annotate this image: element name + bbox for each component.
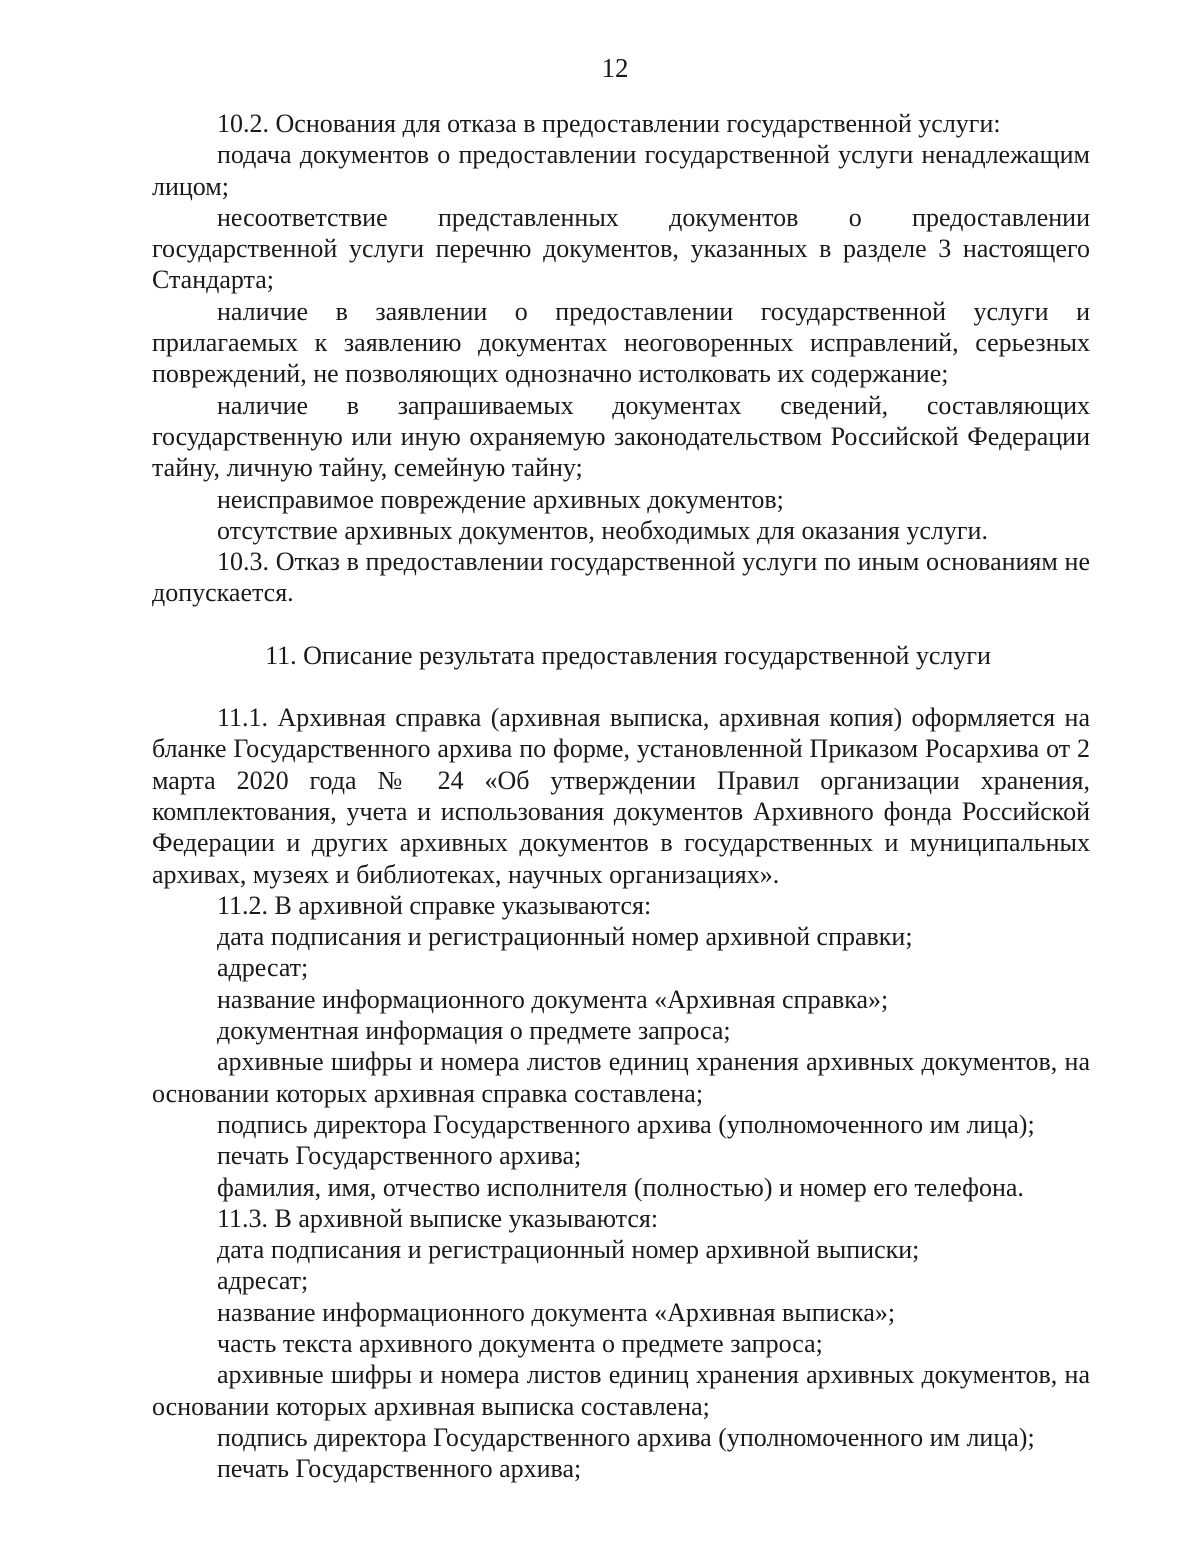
- reason-improper-applicant: подача документов о предоставлении государственной услуги ненадлежащим лицом;: [152, 140, 1090, 201]
- certificate-item-signature: подпись директора Государственного архива (уполномоченного им лица);: [217, 1109, 1035, 1139]
- extract-item-doc-name: название информационного документа «Архивная выписка»;: [217, 1297, 896, 1327]
- page-number: 12: [601, 53, 629, 83]
- certificate-item-doc-info: документная информация о предмете запроса;: [217, 1016, 731, 1046]
- reason-document-mismatch: несоответствие представленных документов о предоставлении государственной услуги перечню документов, указанных в разделе 3 настоящего Стандарта;: [152, 202, 1090, 295]
- reason-protected-secrets: наличие в запрашиваемых документах сведений, составляющих государственную или иную охраняемую законодательством Российской Федерации тайну, личную тайну, семейную тайну;: [152, 390, 1090, 483]
- extract-item-addressee: адресат;: [217, 1266, 309, 1296]
- certificate-item-executor: фамилия, имя, отчество исполнителя (полностью) и номер его телефона.: [217, 1172, 1024, 1202]
- paragraph-10-2: 10.2. Основания для отказа в предоставлении государственной услуги:: [217, 109, 1001, 138]
- certificate-item-date-number: дата подписания и регистрационный номер архивной справки;: [217, 922, 913, 952]
- extract-item-archive-codes: архивные шифры и номера листов единиц хранения архивных документов, на основании которых архивная выписка составлена;: [152, 1360, 1090, 1421]
- reason-uncertified-corrections: наличие в заявлении о предоставлении государственной услуги и прилагаемых к заявлению документах неоговоренных исправлений, серьезных повреждений, не позволяющих однозначно истолковать их содержание;: [152, 296, 1090, 389]
- document-body: [152, 108, 1090, 1484]
- extract-item-date-number: дата подписания и регистрационный номер архивной выписки;: [217, 1235, 920, 1265]
- extract-item-seal: печать Государственного архива;: [217, 1454, 582, 1484]
- extract-item-signature: подпись директора Государственного архива (уполномоченного им лица);: [217, 1422, 1035, 1452]
- extract-item-text-part: часть текста архивного документа о предмете запроса;: [217, 1328, 823, 1358]
- paragraph-11-1: 11.1. Архивная справка (архивная выписка, архивная копия) оформляется на бланке Государственного архива по форме, установленной Приказом Росархива от 2 марта 2020 года № 24 «Об утверждении Правил организации хранения, комплектования, учета и использования документов Архивного фонда Российской Федерации и других архивных документов в государственных и муниципальных архивах, музеях и библиотеках, научных организациях».: [152, 703, 1090, 889]
- section-11-heading: 11. Описание результата предоставления государственной услуги: [265, 640, 991, 670]
- reason-irreparable-damage: неисправимое повреждение архивных документов;: [217, 484, 784, 514]
- paragraph-11-3: 11.3. В архивной выписке указываются:: [217, 1203, 659, 1233]
- paragraph-11-2: 11.2. В архивной справке указываются:: [217, 890, 652, 920]
- paragraph-10-3: 10.3. Отказ в предоставлении государственной услуги по иным основаниям не допускается.: [152, 547, 1090, 608]
- certificate-item-doc-name: название информационного документа «Архивная справка»;: [217, 984, 889, 1014]
- reason-missing-documents: отсутствие архивных документов, необходимых для оказания услуги.: [217, 515, 988, 545]
- certificate-item-archive-codes: архивные шифры и номера листов единиц хранения архивных документов, на основании которых архивная справка составлена;: [152, 1047, 1090, 1108]
- certificate-item-addressee: адресат;: [217, 953, 309, 983]
- certificate-item-seal: печать Государственного архива;: [217, 1141, 582, 1171]
